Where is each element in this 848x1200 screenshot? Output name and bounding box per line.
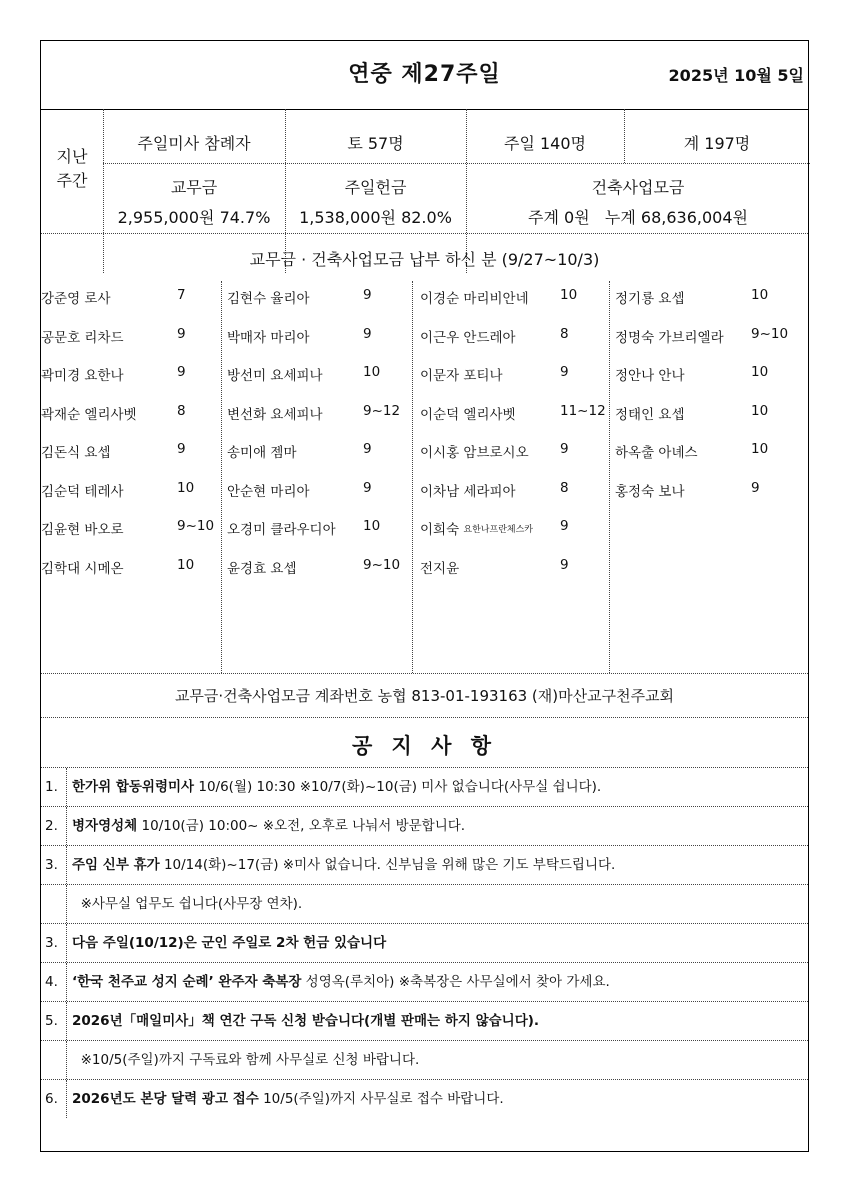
list-item: 공문호 리차드 9 — [41, 325, 186, 346]
list-item: 이시홍 암브로시오 9 — [420, 441, 569, 461]
list-item: 오경미 클라우디아 10 — [227, 518, 381, 538]
contributors-column-4 — [615, 287, 810, 518]
notice-item: 4. ‘한국 천주교 성지 순례’ 완주자 축복장 성영옥(루치아) ※축복장은 사무실에서 찾아 가세요. — [41, 963, 808, 1001]
list-item: 정안나 안나 10 — [615, 364, 769, 384]
dues-label: 교무금 — [170, 178, 218, 197]
offering-label: 주일헌금 — [344, 178, 407, 197]
contributors-column-2 — [227, 287, 417, 595]
bulletin-frame — [40, 40, 809, 1152]
list-item: 안순현 마리아 9 — [227, 479, 372, 500]
notice-item: ※10/5(주일)까지 구독료와 함께 사무실로 신청 바랍니다. — [41, 1041, 808, 1079]
list-item: 곽미경 요한나 9 — [41, 364, 186, 384]
list-item: 김학대 시메온 10 — [41, 556, 195, 577]
header-divider — [41, 109, 808, 110]
notice-item: 3. 주임 신부 휴가 10/14(화)~17(금) ※미사 없습니다. 신부님을 위해 많은 기도 부탁드립니다. — [41, 846, 808, 884]
notice-item: ※사무실 업무도 쉽니다(사무장 연차). — [41, 885, 808, 923]
notices-title: 공 지 사 항 — [351, 734, 498, 758]
total-count: 계 197명 — [683, 134, 751, 153]
contributors-column-3 — [420, 287, 612, 595]
bulletin-date: 2025년 10월 5일 — [668, 66, 804, 85]
bulletin-title: 연중 제27주일 — [348, 62, 501, 87]
offering-value: 1,538,000원 82.0% — [299, 208, 452, 227]
sunday-count: 주일 140명 — [504, 134, 586, 153]
list-item: 홍정숙 보나 9 — [615, 479, 760, 500]
notice-item: 6. 2026년도 본당 달력 광고 접수 10/5(주일)까지 사무실로 접수 바랍니다. — [41, 1080, 808, 1118]
list-item: 변선화 요세피나 9~12 — [227, 402, 401, 423]
list-item: 정태인 요셉 10 — [615, 402, 769, 423]
list-item: 이경순 마리비안네 10 — [420, 287, 578, 307]
list-item: 김순덕 테레사 10 — [41, 479, 195, 500]
saturday-count: 토 57명 — [347, 134, 404, 153]
notice-item: 2. 병자영성체 10/10(금) 10:00~ ※오전, 오후로 나눠서 방문합니다. — [41, 807, 808, 845]
list-item: 이순덕 엘리사벳 11~12 — [420, 402, 606, 423]
notice-item: 1. 한가위 합동위령미사 10/6(월) 10:30 ※10/7(화)~10(금) 미사 없습니다(사무실 쉽니다). — [41, 768, 808, 806]
list-item: 강준영 로사 7 — [41, 287, 186, 307]
list-item: 이문자 포티나 9 — [420, 364, 569, 384]
list-item: 하옥출 아녜스 10 — [615, 441, 769, 461]
list-item: 박매자 마리아 9 — [227, 325, 372, 346]
list-item: 이근우 안드레아 8 — [420, 325, 569, 346]
building-fund-value: 주계 0원 누계 68,636,004원 — [528, 208, 748, 227]
list-item: 전지윤 9 — [420, 556, 569, 577]
building-fund-label: 건축사업모금 — [591, 178, 685, 197]
list-item: 정기룡 요셉 10 — [615, 287, 769, 307]
list-item: 김윤현 바오로 9~10 — [41, 518, 215, 538]
notice-item: 5. 2026년「매일미사」책 연간 구독 신청 받습니다(개별 판매는 하지 않습니다). — [41, 1002, 808, 1040]
list-item: 송미애 젬마 9 — [227, 441, 372, 461]
list-item: 이차남 세라피아 8 — [420, 479, 569, 500]
list-item: 김현수 율리아 9 — [227, 287, 372, 307]
list-item: 정명숙 가브리엘라 9~10 — [615, 325, 789, 346]
list-item: 방선미 요세피나 10 — [227, 364, 381, 384]
last-week-label: 지난 주간 — [56, 147, 88, 190]
list-item: 곽재순 엘리사벳 8 — [41, 402, 186, 423]
dues-value: 2,955,000원 74.7% — [117, 208, 271, 227]
list-item: 이희숙 요한나프란체스카 9 — [420, 518, 569, 538]
account-info: 교무금·건축사업모금 계좌번호 농협 813-01-193163 (재)마산교구천주교회 — [174, 687, 675, 705]
contributors-column-1 — [41, 287, 226, 595]
notice-item: 3. 다음 주일(10/12)은 군인 주일로 2차 헌금 있습니다 — [41, 924, 808, 962]
mass-attendance-label: 주일미사 참례자 — [137, 134, 251, 153]
list-item: 김돈식 요셉 9 — [41, 441, 186, 461]
list-item: 윤경효 요셉 9~10 — [227, 556, 401, 577]
contributors-heading: 교무금 · 건축사업모금 납부 하신 분 (9/27~10/3) — [249, 250, 600, 269]
